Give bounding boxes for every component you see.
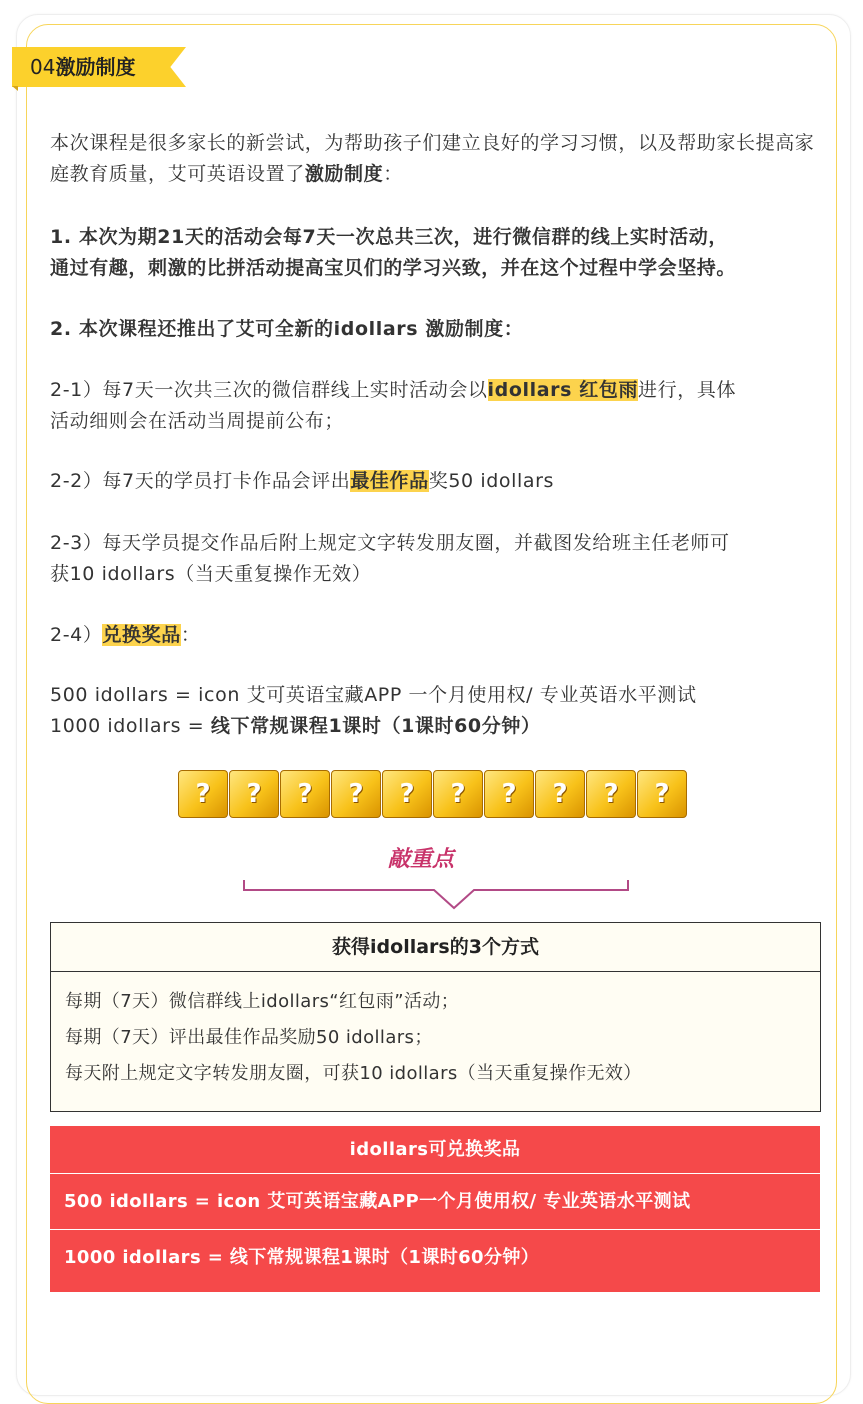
mystery-boxes-banner [178, 770, 692, 820]
question-block-icon: ? [331, 770, 381, 818]
question-block-icon: ? [280, 770, 330, 818]
rewards-list [50, 680, 824, 742]
question-block-icon: ? [484, 770, 534, 818]
rule-2-2-pre: 2-2）每7天的学员打卡作品会评出 [50, 470, 351, 492]
point-2 [50, 314, 824, 345]
ways-table-row: 每天附上规定文字转发朋友圈，可获10 idollars（当天重复操作无效） [65, 1063, 642, 1084]
keypoint-bracket-icon [242, 878, 630, 912]
rule-2-2-highlight: 最佳作品 [350, 470, 429, 492]
rule-2-1-pre: 2-1）每7天一次共三次的微信群线上实时活动会以 [50, 379, 488, 401]
intro-bold: 激励制度 [304, 163, 384, 185]
question-block-icon: ? [535, 770, 585, 818]
reward-line-1: 500 idollars = icon 艾可英语宝藏APP 一个月使用权/ 专业英语水平测试 [50, 684, 697, 706]
ways-table-title: 获得idollars的3个方式 [51, 923, 820, 972]
question-block-icon: ? [637, 770, 687, 818]
reward-line-2-bold: 线下常规课程1课时（1课时60分钟） [210, 715, 541, 737]
prize-table [50, 1126, 820, 1292]
question-block-icon: ? [586, 770, 636, 818]
question-block-icon: ? [229, 770, 279, 818]
intro-text: 本次课程是很多家长的新尝试，为帮助孩子们建立良好的学习习惯，以及帮助家长提高家庭教育质量，艾可英语设置了 [50, 132, 815, 185]
rule-2-4 [50, 620, 824, 651]
point-2-text: 2. 本次课程还推出了艾可全新的idollars 激励制度： [50, 318, 524, 340]
section-number: 04 [30, 55, 56, 79]
rule-2-1-line-2: 活动细则会在活动当周提前公布； [50, 410, 345, 432]
keypoint-label: 敲重点 [388, 847, 455, 872]
ways-table-row: 每期（7天）评出最佳作品奖励50 idollars； [65, 1027, 433, 1048]
question-block-icon: ? [382, 770, 432, 818]
ways-table [50, 922, 821, 1112]
rule-2-3 [50, 528, 824, 590]
reward-line-2-pre: 1000 idollars = [50, 715, 211, 737]
rule-2-1-highlight: idollars 红包雨 [487, 379, 639, 401]
rule-2-1-post: 进行，具体 [638, 379, 737, 401]
section-title-text: 激励制度 [55, 55, 136, 79]
prize-table-title: idollars可兑换奖品 [50, 1126, 820, 1174]
prize-table-row: 500 idollars = icon 艾可英语宝藏APP一个月使用权/ 专业英语水平测试 [50, 1174, 820, 1230]
rule-2-2-post: 奖50 idollars [428, 470, 555, 492]
prize-table-row: 1000 idollars = 线下常规课程1课时（1课时60分钟） [50, 1230, 820, 1292]
point-1-line-2: 通过有趣，刺激的比拼活动提高宝贝们的学习兴致，并在这个过程中学会坚持。 [50, 257, 737, 279]
rule-2-4-post: ： [180, 624, 201, 646]
question-block-icon: ? [178, 770, 228, 818]
point-1 [50, 222, 824, 284]
rule-2-4-highlight: 兑换奖品 [102, 624, 181, 646]
point-1-line-1: 1. 本次为期21天的活动会每7天一次总共三次，进行微信群的线上实时活动， [50, 226, 728, 248]
section-title [30, 49, 135, 85]
rule-2-4-pre: 2-4） [50, 624, 103, 646]
ways-table-body [51, 972, 820, 1104]
ways-table-row: 每期（7天）微信群线上idollars“红包雨”活动； [65, 991, 460, 1012]
rule-2-3-line-2: 获10 idollars（当天重复操作无效） [50, 563, 372, 585]
rule-2-3-line-1: 2-3）每天学员提交作品后附上规定文字转发朋友圈，并截图发给班主任老师可 [50, 532, 730, 554]
rule-2-2 [50, 466, 824, 497]
intro-paragraph [50, 128, 824, 190]
rule-2-1 [50, 375, 824, 437]
question-block-icon: ? [433, 770, 483, 818]
intro-end: ： [383, 163, 403, 185]
